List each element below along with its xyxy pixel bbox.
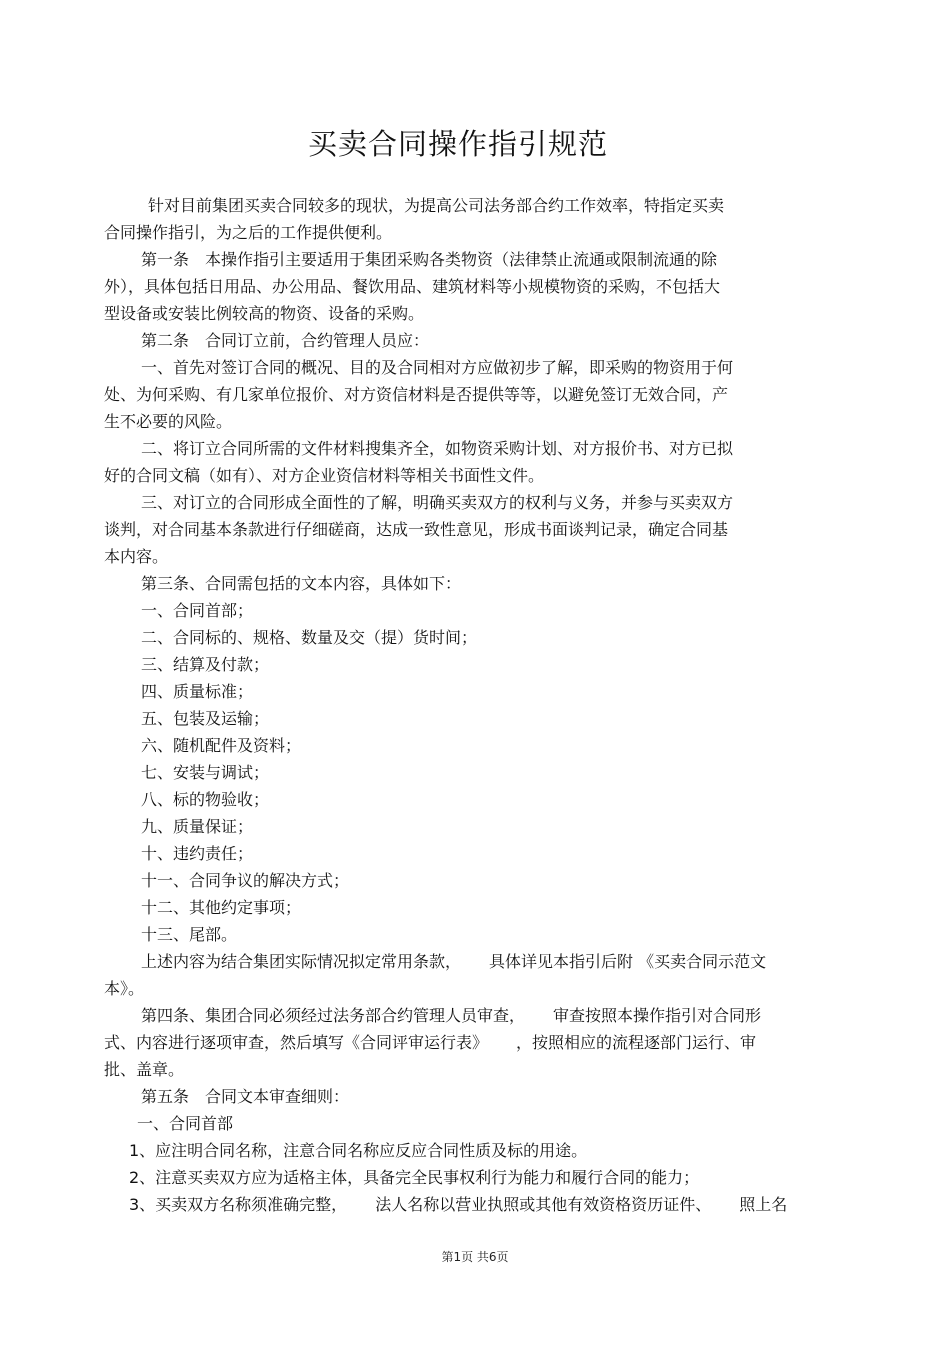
paragraph-line: 外），具体包括日用品、办公用品、餐饮用品、建筑材料等小规模物资的采购，不包括大: [104, 277, 721, 296]
paragraph-line: [104, 1029, 844, 1056]
paragraph-line: 针对目前集团买卖合同较多的现状，为提高公司法务部合约工作效率，特指定买卖: [148, 196, 725, 215]
list-item: [104, 1191, 844, 1218]
list-item: 八、标的物验收；: [141, 790, 270, 809]
paragraph-line: [104, 948, 844, 975]
document-body: [104, 192, 844, 1218]
list-item: 十、违约责任；: [141, 844, 254, 863]
list-item: 十三、尾部。: [141, 925, 238, 944]
paragraph-line: 三、对订立的合同形成全面性的了解，明确买卖双方的权利与义务，并参与买卖双方: [141, 493, 734, 512]
list-item: 六、随机配件及资料；: [141, 736, 302, 755]
paragraph-line: 本内容。: [104, 547, 169, 566]
page-number: 第1页 共6页: [441, 1250, 509, 1264]
text-segment: 式、内容进行逐项审查，然后填写《合同评审运行表》: [104, 1033, 489, 1052]
list-item: 二、合同标的、规格、数量及交（提）货时间；: [141, 628, 478, 647]
section-heading: 一、合同首部: [137, 1114, 234, 1133]
list-item: 九、质量保证；: [141, 817, 254, 836]
text-segment: 审查按照本操作指引对合同形: [553, 1006, 762, 1025]
list-item: 七、安装与调试；: [141, 763, 270, 782]
list-item: 一、合同首部；: [141, 601, 254, 620]
paragraph-line: 批、盖章。: [104, 1060, 185, 1079]
paragraph-line: 第五条 合同文本审查细则：: [141, 1087, 350, 1106]
list-item: 三、结算及付款；: [141, 655, 270, 674]
paragraph-line: 处、为何采购、有几家单位报价、对方资信材料是否提供等等，以避免签订无效合同，产: [104, 385, 729, 404]
paragraph-line: 二、将订立合同所需的文件材料搜集齐全，如物资采购计划、对方报价书、对方已拟: [141, 439, 734, 458]
list-item: 1、应注明合同名称，注意合同名称应反应合同性质及标的用途。: [129, 1141, 588, 1160]
paragraph-line: 生不必要的风险。: [104, 412, 233, 431]
text-segment: 第四条、集团合同必须经过法务部合约管理人员审查，: [141, 1006, 526, 1025]
paragraph-line: 型设备或安装比例较高的物资、设备的采购。: [104, 304, 425, 323]
list-item: 2、注意买卖双方应为适格主体，具备完全民事权利行为能力和履行合同的能力；: [129, 1168, 700, 1187]
list-item: 十二、其他约定事项；: [141, 898, 302, 917]
list-item: 十一、合同争议的解决方式；: [141, 871, 350, 890]
paragraph-line: 第三条、合同需包括的文本内容，具体如下：: [141, 574, 462, 593]
paragraph-line: [104, 1002, 844, 1029]
list-item: 四、质量标准；: [141, 682, 254, 701]
paragraph-line: 本》。: [104, 979, 145, 998]
text-segment: 照上名: [739, 1195, 788, 1214]
document-title: 买卖合同操作指引规范: [307, 127, 608, 161]
text-segment: 法人名称以营业执照或其他有效资格资历证件、: [375, 1195, 712, 1214]
paragraph-line: 第一条 本操作指引主要适用于集团采购各类物资（法律禁止流通或限制流通的除: [141, 250, 718, 269]
text-segment: 3、买卖双方名称须准确完整，: [129, 1195, 348, 1214]
paragraph-line: 好的合同文稿（如有）、对方企业资信材料等相关书面性文件。: [104, 466, 545, 485]
list-item: 五、包装及运输；: [141, 709, 270, 728]
paragraph-line: 合同操作指引，为之后的工作提供便利。: [104, 223, 393, 242]
text-segment: ，按照相应的流程逐部门运行、审: [516, 1033, 757, 1052]
paragraph-line: 一、首先对签订合同的概况、目的及合同相对方应做初步了解，即采购的物资用于何: [141, 358, 734, 377]
paragraph-line: 谈判，对合同基本条款进行仔细磋商，达成一致性意见，形成书面谈判记录，确定合同基: [104, 520, 729, 539]
text-segment: 具体详见本指引后附 《买卖合同示范文: [489, 952, 767, 971]
text-segment: 上述内容为结合集团实际情况拟定常用条款，: [141, 952, 462, 971]
paragraph-line: 第二条 合同订立前，合约管理人员应：: [141, 331, 430, 350]
